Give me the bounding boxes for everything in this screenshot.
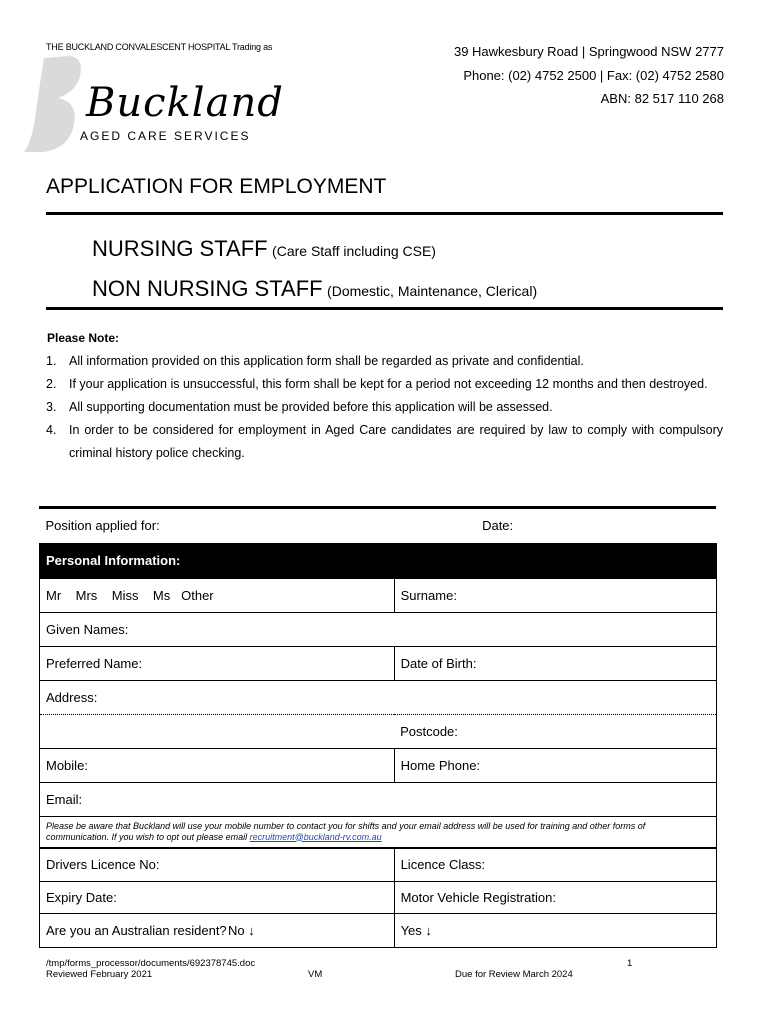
expiry-field[interactable] [40, 882, 395, 914]
footer-initials: VM [308, 969, 323, 980]
rego-field[interactable] [394, 882, 716, 914]
note-number: 1. [46, 354, 57, 368]
notes-list [46, 350, 723, 465]
note-item [46, 373, 723, 396]
mobile-label: Mobile: [46, 757, 88, 773]
title-option-mrs[interactable] [76, 588, 98, 603]
address-label: Address: [46, 689, 98, 705]
phone-row [40, 748, 717, 782]
given-names-row [40, 612, 717, 646]
licence-no-label: Drivers Licence No: [46, 857, 160, 873]
abn-line: ABN: 82 517 110 268 [600, 91, 724, 106]
dob-field[interactable] [394, 646, 716, 680]
licence-class-label: Licence Class: [400, 857, 486, 873]
date-label: Date: [482, 518, 514, 534]
page-title: APPLICATION FOR EMPLOYMENT [46, 175, 387, 198]
staff-option-non-nursing[interactable] [46, 276, 537, 302]
title-option-label: Miss [111, 587, 139, 603]
brand-subtitle: AGED CARE SERVICES [80, 129, 251, 143]
rego-label: Motor Vehicle Registration: [400, 890, 556, 905]
footer-reviewed: Reviewed February 2021 [46, 969, 153, 980]
title-option-miss[interactable] [112, 588, 139, 603]
note-number: 4. [46, 423, 57, 437]
resident-no-label: No ↓ [228, 923, 255, 938]
logo-b-watermark [22, 52, 84, 156]
position-label: Position applied for: [45, 518, 160, 534]
note-text: In order to be considered for employment in Aged Care candidates are required by law to comply with compulsory criminal history police checking. [69, 423, 723, 460]
position-field[interactable] [40, 509, 395, 543]
expiry-label: Expiry Date: [46, 890, 117, 905]
staff-option-label: NON NURSING STAFF [92, 276, 323, 301]
note-text: All supporting documentation must be provided before this application will be assessed. [69, 400, 553, 414]
staff-option-label: NURSING STAFF [92, 236, 268, 261]
postcode-row [40, 714, 717, 748]
surname-label: Surname: [400, 587, 457, 603]
postcode-field[interactable] [394, 714, 716, 748]
title-option-other[interactable] [181, 588, 214, 603]
resident-question [40, 914, 395, 948]
note-text: All information provided on this application form shall be regarded as private and confidential. [69, 354, 584, 368]
note-item [46, 419, 723, 465]
title-option-label: Ms [152, 587, 171, 603]
note-number: 2. [46, 377, 57, 391]
title-option-label: Mr [46, 587, 62, 603]
dob-label: Date of Birth: [400, 655, 477, 671]
preferred-name-row [40, 646, 717, 680]
staff-option-detail: (Care Staff including CSE) [272, 243, 436, 259]
notes-heading: Please Note: [47, 331, 120, 345]
expiry-row [40, 882, 717, 914]
note-item [46, 396, 723, 419]
email-label: Email: [46, 791, 83, 807]
note-item [46, 350, 723, 373]
given-names-field[interactable] [40, 612, 717, 646]
title-divider [46, 212, 723, 215]
footer-page-number: 1 [627, 958, 633, 969]
footer-file-path: /tmp/forms_processor/documents/692378745.doc [46, 958, 256, 969]
phone-fax-line: Phone: (02) 4752 2500 | Fax: (02) 4752 2580 [463, 68, 724, 83]
address-line-2[interactable] [40, 714, 395, 748]
resident-yes-label: Yes ↓ [400, 923, 432, 938]
surname-field[interactable] [394, 578, 716, 612]
resident-label: Are you an Australian resident? [46, 922, 227, 938]
date-field[interactable] [394, 509, 716, 543]
resident-row [40, 914, 717, 948]
staff-option-detail: (Domestic, Maintenance, Clerical) [327, 283, 538, 299]
title-option-ms[interactable] [153, 588, 170, 603]
trading-as-text: THE BUCKLAND CONVALESCENT HOSPITAL Trading as [46, 42, 273, 52]
home-phone-field[interactable] [394, 748, 716, 782]
contact-note [40, 816, 717, 848]
preferred-name-label: Preferred Name: [46, 655, 143, 671]
email-field[interactable] [40, 782, 717, 816]
employment-form [39, 509, 717, 948]
licence-no-field[interactable] [40, 848, 395, 882]
personal-info-header [40, 543, 717, 578]
given-names-label: Given Names: [46, 621, 129, 637]
title-row [40, 578, 717, 612]
licence-row [40, 848, 717, 882]
address-field[interactable] [40, 680, 717, 714]
footer-due-review: Due for Review March 2024 [455, 969, 573, 980]
title-option-label: Other [181, 587, 214, 603]
note-number: 3. [46, 400, 57, 414]
title-options [40, 578, 395, 612]
note-text: If your application is unsuccessful, this form shall be kept for a period not exceeding 12 months and then destroyed. [69, 377, 708, 391]
resident-yes-option[interactable] [394, 914, 716, 948]
home-phone-label: Home Phone: [400, 757, 481, 773]
title-option-label: Mrs [75, 587, 98, 603]
options-divider [46, 307, 723, 310]
contact-note-text: Please be aware that Buckland will use your mobile number to contact you for shifts and your email address will be used for training and other forms of communication. If you wish to opt out please email [46, 820, 646, 842]
postcode-label: Postcode: [400, 723, 458, 739]
mobile-field[interactable] [40, 748, 395, 782]
staff-option-nursing[interactable] [46, 236, 436, 262]
brand-name: Buckland [86, 80, 284, 126]
preferred-name-field[interactable] [40, 646, 395, 680]
address-row [40, 680, 717, 714]
licence-class-field[interactable] [394, 848, 716, 882]
contact-email-link[interactable]: recruitment@buckland-rv.com.au [249, 831, 382, 842]
address-line: 39 Hawkesbury Road | Springwood NSW 2777 [453, 44, 724, 59]
contact-note-row [40, 816, 717, 848]
email-row [40, 782, 717, 816]
title-option-mr[interactable] [46, 588, 61, 603]
personal-info-heading: Personal Information: [40, 543, 717, 578]
resident-no-option[interactable] [228, 923, 255, 938]
position-row [40, 509, 717, 543]
